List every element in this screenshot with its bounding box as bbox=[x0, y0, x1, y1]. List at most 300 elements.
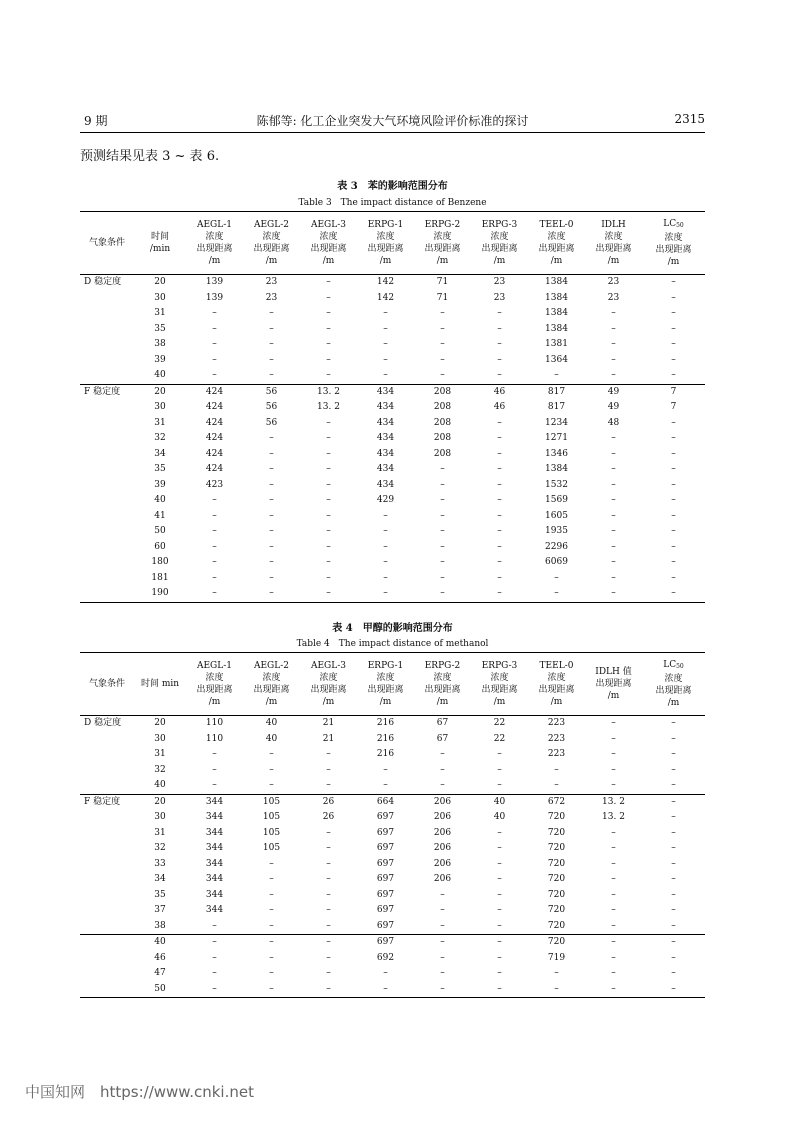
time-cell: 33 bbox=[154, 858, 166, 869]
value-cell: – bbox=[440, 541, 445, 552]
value-cell: – bbox=[440, 920, 445, 931]
value-cell: – bbox=[326, 937, 331, 948]
table-row bbox=[80, 951, 705, 967]
value-cell: – bbox=[269, 339, 274, 350]
value-cell: 672 bbox=[547, 796, 566, 807]
value-cell: 424 bbox=[205, 448, 224, 459]
value-cell: 434 bbox=[376, 464, 395, 475]
col-header-erpg1: ERPG-1 浓度 出现距离 /m bbox=[367, 661, 404, 707]
table-row bbox=[80, 540, 705, 556]
value-cell: 344 bbox=[205, 827, 224, 838]
col-header-aegl1: AEGL-1 浓度 出现距离 /m bbox=[196, 220, 233, 266]
value-cell: – bbox=[383, 510, 388, 521]
value-cell: – bbox=[671, 764, 676, 775]
value-cell: 216 bbox=[376, 718, 395, 729]
value-cell: – bbox=[611, 858, 616, 869]
value-cell: – bbox=[269, 764, 274, 775]
value-cell: 817 bbox=[547, 402, 566, 413]
table4-methanol bbox=[80, 652, 705, 998]
table-row bbox=[80, 872, 705, 888]
value-cell: 817 bbox=[547, 386, 566, 397]
col-header-time: 时间 min bbox=[140, 679, 180, 689]
value-cell: – bbox=[671, 277, 676, 288]
table-row bbox=[80, 431, 705, 447]
intro-text: 预测结果见表 3 ~ 表 6. bbox=[80, 149, 220, 164]
value-cell: – bbox=[671, 308, 676, 319]
value-cell: 142 bbox=[376, 292, 395, 303]
value-cell: – bbox=[212, 920, 217, 931]
value-cell: 697 bbox=[376, 858, 395, 869]
value-cell: – bbox=[326, 292, 331, 303]
condition-cell bbox=[80, 353, 134, 369]
value-cell: – bbox=[269, 588, 274, 599]
value-cell: 21 bbox=[322, 718, 335, 729]
value-cell: – bbox=[212, 780, 217, 791]
value-cell: – bbox=[440, 464, 445, 475]
value-cell: 697 bbox=[376, 920, 395, 931]
value-cell: 697 bbox=[376, 827, 395, 838]
value-cell: 22 bbox=[493, 718, 506, 729]
value-cell: – bbox=[383, 541, 388, 552]
time-cell: 35 bbox=[154, 889, 166, 900]
value-cell: 1364 bbox=[545, 354, 568, 365]
value-cell: – bbox=[497, 827, 502, 838]
condition-cell: F 稳定度 bbox=[84, 386, 121, 397]
condition-cell: F 稳定度 bbox=[84, 796, 121, 807]
time-cell: 38 bbox=[154, 920, 166, 931]
value-cell: – bbox=[611, 308, 616, 319]
time-cell: 20 bbox=[154, 386, 166, 397]
value-cell: – bbox=[611, 937, 616, 948]
value-cell: – bbox=[212, 339, 217, 350]
condition-cell bbox=[80, 903, 134, 919]
value-cell: – bbox=[269, 370, 274, 381]
value-cell: – bbox=[611, 905, 616, 916]
value-cell: – bbox=[212, 937, 217, 948]
value-cell: – bbox=[497, 464, 502, 475]
time-cell: 32 bbox=[154, 843, 166, 854]
value-cell: 105 bbox=[262, 812, 281, 823]
value-cell: 49 bbox=[607, 386, 620, 397]
value-cell: – bbox=[611, 968, 616, 979]
value-cell: 1384 bbox=[545, 308, 568, 319]
time-cell: 30 bbox=[154, 733, 166, 744]
value-cell: – bbox=[269, 572, 274, 583]
condition-cell bbox=[80, 337, 134, 353]
value-cell: – bbox=[671, 370, 676, 381]
condition-cell bbox=[80, 888, 134, 904]
value-cell: 71 bbox=[436, 292, 449, 303]
value-cell: – bbox=[671, 937, 676, 948]
condition-cell bbox=[80, 919, 134, 935]
condition-cell bbox=[80, 400, 134, 416]
value-cell: 26 bbox=[322, 796, 335, 807]
row-group bbox=[80, 716, 705, 795]
value-cell: 434 bbox=[376, 479, 395, 490]
value-cell: – bbox=[440, 510, 445, 521]
value-cell: – bbox=[497, 968, 502, 979]
table-row bbox=[80, 353, 705, 369]
table4-header-row bbox=[80, 653, 705, 716]
table-row bbox=[80, 716, 705, 732]
condition-cell: D 稳定度 bbox=[84, 277, 122, 288]
col-header-idlh: IDLH 浓度 出现距离 /m bbox=[595, 220, 632, 266]
table-row bbox=[80, 447, 705, 463]
time-cell: 20 bbox=[154, 277, 166, 288]
col-header-erpg1: ERPG-1 浓度 出现距离 /m bbox=[367, 220, 404, 266]
value-cell: – bbox=[671, 339, 676, 350]
condition-cell bbox=[80, 493, 134, 509]
value-cell: 720 bbox=[547, 937, 566, 948]
value-cell: – bbox=[269, 541, 274, 552]
value-cell: – bbox=[383, 780, 388, 791]
value-cell: 720 bbox=[547, 905, 566, 916]
value-cell: – bbox=[671, 718, 676, 729]
time-cell: 34 bbox=[154, 874, 166, 885]
value-cell: – bbox=[326, 448, 331, 459]
value-cell: – bbox=[326, 572, 331, 583]
value-cell: – bbox=[212, 541, 217, 552]
value-cell: – bbox=[383, 588, 388, 599]
value-cell: 697 bbox=[376, 812, 395, 823]
value-cell: – bbox=[611, 920, 616, 931]
value-cell: – bbox=[326, 749, 331, 760]
value-cell: 344 bbox=[205, 843, 224, 854]
value-cell: – bbox=[671, 780, 676, 791]
value-cell: – bbox=[497, 874, 502, 885]
value-cell: 105 bbox=[262, 796, 281, 807]
condition-cell bbox=[80, 966, 134, 982]
value-cell: – bbox=[671, 858, 676, 869]
value-cell: – bbox=[671, 354, 676, 365]
time-cell: 50 bbox=[154, 983, 166, 994]
value-cell: – bbox=[269, 937, 274, 948]
value-cell: – bbox=[326, 874, 331, 885]
value-cell: – bbox=[212, 495, 217, 506]
value-cell: 344 bbox=[205, 889, 224, 900]
value-cell: – bbox=[269, 308, 274, 319]
value-cell: 1935 bbox=[545, 526, 568, 537]
value-cell: 206 bbox=[433, 796, 452, 807]
header-rule bbox=[80, 132, 705, 133]
value-cell: 7 bbox=[670, 402, 677, 413]
value-cell: 105 bbox=[262, 827, 281, 838]
value-cell: – bbox=[269, 920, 274, 931]
value-cell: – bbox=[383, 557, 388, 568]
value-cell: – bbox=[269, 479, 274, 490]
value-cell: – bbox=[497, 843, 502, 854]
value-cell: 434 bbox=[376, 448, 395, 459]
value-cell: 40 bbox=[265, 718, 278, 729]
value-cell: – bbox=[383, 323, 388, 334]
col-header-erpg2: ERPG-2 浓度 出现距离 /m bbox=[424, 220, 461, 266]
value-cell: 720 bbox=[547, 843, 566, 854]
condition-cell bbox=[80, 478, 134, 494]
table-row bbox=[80, 509, 705, 525]
value-cell: 23 bbox=[607, 292, 620, 303]
value-cell: 664 bbox=[376, 796, 395, 807]
value-cell: 56 bbox=[265, 402, 278, 413]
value-cell: – bbox=[497, 433, 502, 444]
value-cell: – bbox=[554, 764, 559, 775]
value-cell: – bbox=[497, 780, 502, 791]
value-cell: 720 bbox=[547, 858, 566, 869]
value-cell: 49 bbox=[607, 402, 620, 413]
row-group bbox=[80, 384, 705, 602]
value-cell: – bbox=[326, 968, 331, 979]
value-cell: – bbox=[326, 479, 331, 490]
value-cell: – bbox=[611, 827, 616, 838]
value-cell: – bbox=[497, 952, 502, 963]
value-cell: 344 bbox=[205, 858, 224, 869]
value-cell: 720 bbox=[547, 827, 566, 838]
time-cell: 40 bbox=[154, 937, 166, 948]
value-cell: – bbox=[671, 796, 676, 807]
table-row bbox=[80, 493, 705, 509]
value-cell: – bbox=[383, 339, 388, 350]
value-cell: – bbox=[497, 526, 502, 537]
condition-cell bbox=[80, 447, 134, 463]
value-cell: – bbox=[611, 354, 616, 365]
value-cell: – bbox=[212, 323, 217, 334]
value-cell: 720 bbox=[547, 812, 566, 823]
value-cell: 23 bbox=[265, 277, 278, 288]
value-cell: – bbox=[326, 983, 331, 994]
time-cell: 32 bbox=[154, 764, 166, 775]
value-cell: 1234 bbox=[545, 417, 568, 428]
condition-cell bbox=[80, 322, 134, 338]
value-cell: – bbox=[383, 764, 388, 775]
value-cell: – bbox=[440, 495, 445, 506]
value-cell: – bbox=[269, 858, 274, 869]
value-cell: – bbox=[269, 323, 274, 334]
condition-cell bbox=[80, 291, 134, 307]
value-cell: – bbox=[497, 541, 502, 552]
condition-cell bbox=[80, 747, 134, 763]
value-cell: 208 bbox=[433, 433, 452, 444]
col-header-aegl2: AEGL-2 浓度 出现距离 /m bbox=[253, 220, 290, 266]
value-cell: – bbox=[269, 557, 274, 568]
value-cell: – bbox=[440, 764, 445, 775]
time-cell: 40 bbox=[154, 780, 166, 791]
value-cell: 1271 bbox=[545, 433, 568, 444]
value-cell: – bbox=[497, 983, 502, 994]
table3-header-row bbox=[80, 212, 705, 275]
value-cell: – bbox=[611, 588, 616, 599]
value-cell: – bbox=[269, 448, 274, 459]
value-cell: 13. 2 bbox=[317, 386, 340, 397]
value-cell: 21 bbox=[322, 733, 335, 744]
value-cell: – bbox=[671, 541, 676, 552]
value-cell: – bbox=[326, 889, 331, 900]
condition-cell bbox=[80, 416, 134, 432]
value-cell: – bbox=[671, 889, 676, 900]
time-cell: 37 bbox=[154, 905, 166, 916]
value-cell: 434 bbox=[376, 402, 395, 413]
value-cell: 26 bbox=[322, 812, 335, 823]
value-cell: – bbox=[671, 749, 676, 760]
value-cell: 46 bbox=[493, 386, 506, 397]
value-cell: – bbox=[497, 479, 502, 490]
value-cell: – bbox=[326, 370, 331, 381]
time-cell: 34 bbox=[154, 448, 166, 459]
value-cell: – bbox=[497, 417, 502, 428]
time-cell: 35 bbox=[154, 323, 166, 334]
value-cell: – bbox=[212, 510, 217, 521]
value-cell: 424 bbox=[205, 402, 224, 413]
value-cell: – bbox=[383, 968, 388, 979]
value-cell: 48 bbox=[607, 417, 620, 428]
value-cell: – bbox=[671, 920, 676, 931]
table-row bbox=[80, 586, 705, 602]
col-header-aegl3: AEGL-3 浓度 出现距离 /m bbox=[310, 220, 347, 266]
condition-cell bbox=[80, 935, 134, 951]
col-header-erpg2: ERPG-2 浓度 出现距离 /m bbox=[424, 661, 461, 707]
value-cell: 216 bbox=[376, 749, 395, 760]
col-header-time: 时间 /min bbox=[149, 232, 171, 254]
value-cell: – bbox=[554, 968, 559, 979]
value-cell: – bbox=[269, 433, 274, 444]
value-cell: 344 bbox=[205, 812, 224, 823]
value-cell: 7 bbox=[670, 386, 677, 397]
condition-cell bbox=[80, 555, 134, 571]
value-cell: – bbox=[269, 874, 274, 885]
col-header-aegl3: AEGL-3 浓度 出现距离 /m bbox=[310, 661, 347, 707]
value-cell: – bbox=[440, 308, 445, 319]
time-cell: 47 bbox=[154, 968, 166, 979]
col-header-teel0: TEEL-0 浓度 出现距离 /m bbox=[538, 220, 575, 266]
condition-cell bbox=[80, 857, 134, 873]
value-cell: – bbox=[611, 733, 616, 744]
value-cell: – bbox=[671, 292, 676, 303]
value-cell: 1384 bbox=[545, 464, 568, 475]
value-cell: 720 bbox=[547, 889, 566, 900]
value-cell: 67 bbox=[436, 718, 449, 729]
value-cell: 13. 2 bbox=[317, 402, 340, 413]
cnki-watermark: 中国知网 https://www.cnki.net bbox=[25, 1083, 254, 1101]
value-cell: – bbox=[611, 464, 616, 475]
value-cell: 22 bbox=[493, 733, 506, 744]
value-cell: – bbox=[611, 541, 616, 552]
condition-cell bbox=[80, 524, 134, 540]
value-cell: – bbox=[383, 983, 388, 994]
value-cell: – bbox=[269, 905, 274, 916]
value-cell: – bbox=[269, 354, 274, 365]
value-cell: – bbox=[440, 983, 445, 994]
value-cell: – bbox=[611, 370, 616, 381]
table4-caption-en: Table 4 The impact distance of methanol bbox=[296, 639, 489, 649]
table-row bbox=[80, 416, 705, 432]
value-cell: 434 bbox=[376, 433, 395, 444]
value-cell: – bbox=[212, 572, 217, 583]
col-header-lc50: $LC_{50}$ 浓度 出现距离 /m bbox=[655, 219, 692, 267]
value-cell: – bbox=[671, 323, 676, 334]
value-cell: 206 bbox=[433, 827, 452, 838]
value-cell: – bbox=[269, 749, 274, 760]
table-row bbox=[80, 571, 705, 587]
value-cell: – bbox=[326, 920, 331, 931]
condition-cell bbox=[80, 732, 134, 748]
value-cell: 697 bbox=[376, 937, 395, 948]
value-cell: 110 bbox=[205, 718, 224, 729]
value-cell: 6069 bbox=[545, 557, 568, 568]
condition-cell bbox=[80, 841, 134, 857]
value-cell: – bbox=[611, 323, 616, 334]
value-cell: – bbox=[611, 339, 616, 350]
table-row bbox=[80, 275, 705, 291]
value-cell: – bbox=[497, 905, 502, 916]
table-row bbox=[80, 747, 705, 763]
value-cell: 424 bbox=[205, 386, 224, 397]
row-group bbox=[80, 794, 705, 935]
value-cell: – bbox=[212, 983, 217, 994]
value-cell: – bbox=[326, 417, 331, 428]
value-cell: – bbox=[497, 370, 502, 381]
condition-cell bbox=[80, 306, 134, 322]
value-cell: – bbox=[611, 889, 616, 900]
value-cell: – bbox=[269, 968, 274, 979]
time-cell: 40 bbox=[154, 495, 166, 506]
value-cell: – bbox=[497, 323, 502, 334]
value-cell: – bbox=[497, 339, 502, 350]
value-cell: 1381 bbox=[545, 339, 568, 350]
value-cell: – bbox=[326, 464, 331, 475]
condition-cell bbox=[80, 951, 134, 967]
value-cell: – bbox=[440, 749, 445, 760]
value-cell: – bbox=[269, 510, 274, 521]
value-cell: – bbox=[611, 495, 616, 506]
value-cell: – bbox=[326, 339, 331, 350]
value-cell: 139 bbox=[205, 292, 224, 303]
time-cell: 38 bbox=[154, 339, 166, 350]
value-cell: – bbox=[554, 370, 559, 381]
value-cell: – bbox=[383, 572, 388, 583]
time-cell: 50 bbox=[154, 526, 166, 537]
value-cell: – bbox=[326, 308, 331, 319]
value-cell: 697 bbox=[376, 874, 395, 885]
value-cell: 1384 bbox=[545, 277, 568, 288]
value-cell: – bbox=[326, 952, 331, 963]
value-cell: 719 bbox=[547, 952, 566, 963]
value-cell: – bbox=[326, 495, 331, 506]
table-row bbox=[80, 826, 705, 842]
time-cell: 32 bbox=[154, 433, 166, 444]
table-row bbox=[80, 524, 705, 540]
value-cell: – bbox=[671, 905, 676, 916]
value-cell: 692 bbox=[376, 952, 395, 963]
condition-cell bbox=[80, 431, 134, 447]
col-header-aegl2: AEGL-2 浓度 出现距离 /m bbox=[253, 661, 290, 707]
condition-cell bbox=[80, 810, 134, 826]
value-cell: – bbox=[326, 277, 331, 288]
value-cell: 67 bbox=[436, 733, 449, 744]
value-cell: – bbox=[671, 572, 676, 583]
value-cell: – bbox=[383, 354, 388, 365]
value-cell: – bbox=[212, 526, 217, 537]
table-row bbox=[80, 919, 705, 935]
value-cell: – bbox=[611, 749, 616, 760]
value-cell: 40 bbox=[493, 796, 506, 807]
value-cell: – bbox=[269, 464, 274, 475]
value-cell: – bbox=[611, 510, 616, 521]
value-cell: – bbox=[212, 968, 217, 979]
value-cell: 423 bbox=[205, 479, 224, 490]
table3-caption-en: Table 3 The impact distance of Benzene bbox=[298, 198, 487, 208]
value-cell: – bbox=[671, 983, 676, 994]
value-cell: – bbox=[269, 983, 274, 994]
value-cell: 434 bbox=[376, 417, 395, 428]
value-cell: – bbox=[497, 495, 502, 506]
